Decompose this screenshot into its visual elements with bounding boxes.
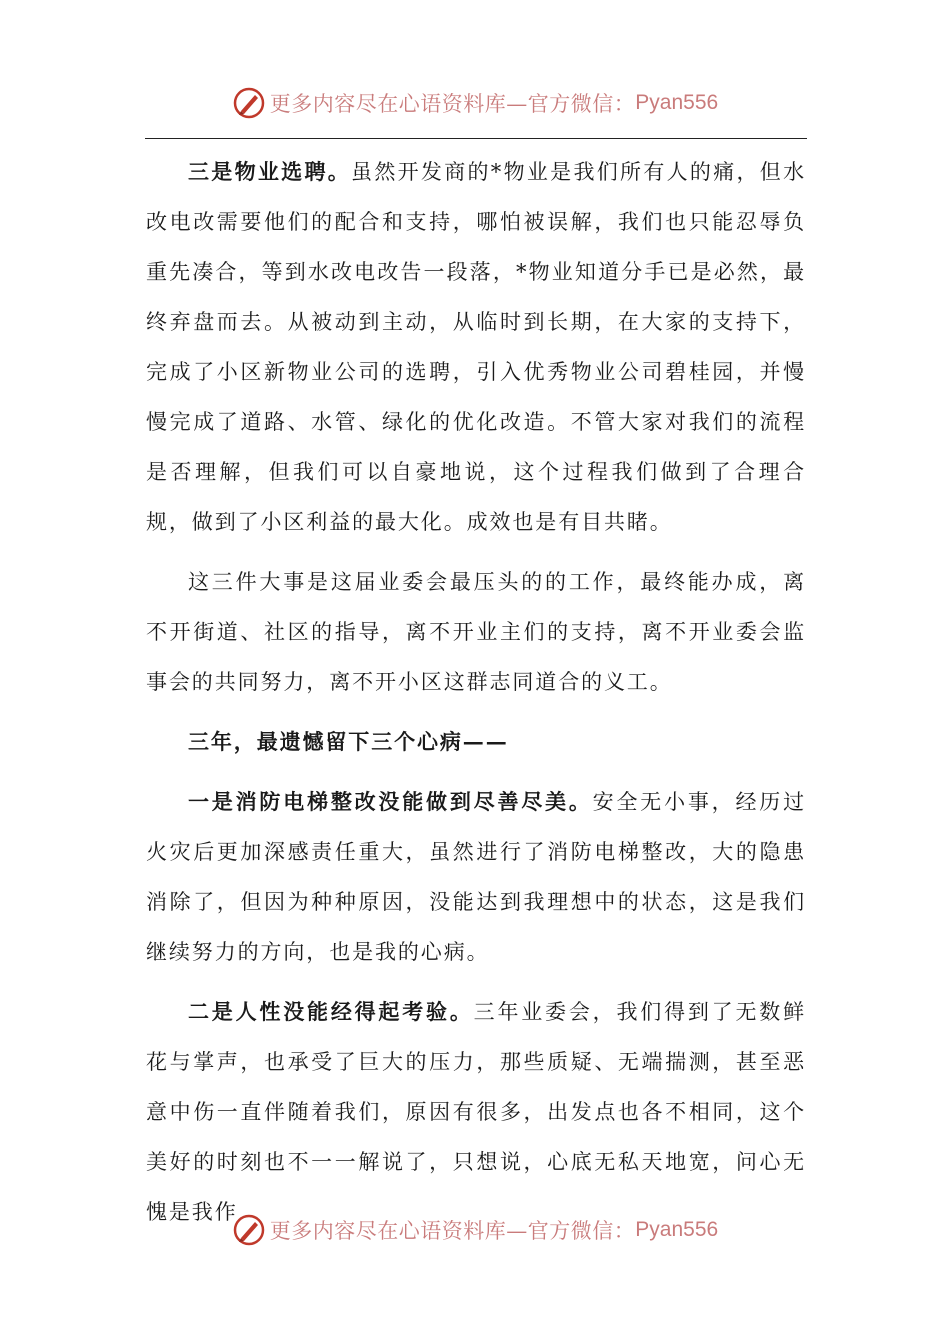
footer-watermark-banner — [0, 1210, 950, 1250]
paragraph-lead: 二是人性没能经得起考验。 — [188, 999, 474, 1024]
paragraph-text: 这三件大事是这届业委会最压头的的工作，最终能办成，离不开街道、社区的指导，离不开业主们的支持，离不开业委会监事会的共同努力，离不开小区这群志同道合的义工。 — [146, 570, 806, 694]
paragraph-lead: 三是物业选聘。 — [188, 159, 352, 184]
paragraph — [146, 557, 806, 707]
paragraph-text: 虽然开发商的*物业是我们所有人的痛，但水改电改需要他们的配合和支持，哪怕被误解，我们也只能忍辱负重先凑合，等到水改电改告一段落，*物业知道分手已是必然，最终弃盘而去。从被动到主动，从临时到长期，在大家的支持下，完成了小区新物业公司的选聘，引入优秀物业公司碧桂园，并慢慢完成了道路、水管、绿化的优化改造。不管大家对我们的流程是否理解，但我们可以自豪地说，这个过程我们做到了合理合规，做到了小区利益的最大化。成效也是有目共睹。 — [146, 160, 806, 534]
paragraph — [146, 987, 806, 1237]
paragraph-text: 三年业委会，我们得到了无数鲜花与掌声，也承受了巨大的压力，那些质疑、无端揣测，甚至恶意中伤一直伴随着我们，原因有很多，出发点也各不相同，这个美好的时刻也不一一解说了，只想说，心底无私天地宽，问心无愧是我作 — [146, 1000, 806, 1224]
paragraph — [146, 777, 806, 977]
header-divider — [145, 138, 807, 139]
pen-logo-icon — [232, 86, 266, 120]
paragraph-text: 安全无小事，经历过火灾后更加深感责任重大，虽然进行了消防电梯整改，大的隐患消除了，但因为种种原因，没能达到我理想中的状态，这是我们继续努力的方向，也是我的心病。 — [146, 790, 806, 964]
document-body — [146, 147, 806, 1237]
banner-text: 更多内容尽在心语资料库—官方微信： — [269, 92, 636, 116]
section-heading — [146, 717, 806, 767]
section-heading-text: 三年，最遗憾留下三个心病—— — [188, 729, 509, 754]
banner-wechat-id: Pyan556 — [635, 1218, 719, 1241]
paragraph-lead: 一是消防电梯整改没能做到尽善尽美。 — [188, 789, 593, 814]
paragraph — [146, 147, 806, 547]
pen-logo-icon — [232, 1213, 266, 1247]
banner-text: 更多内容尽在心语资料库—官方微信： — [269, 1219, 636, 1243]
header-watermark-banner — [0, 83, 950, 123]
banner-wechat-id: Pyan556 — [635, 91, 719, 114]
